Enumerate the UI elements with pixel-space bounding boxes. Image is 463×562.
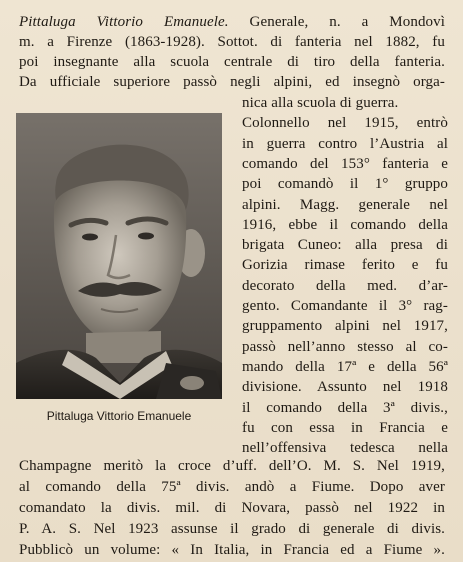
entry-line-1: m. a Firenze (1863-1928). Sottot. di fanteria nel 1882, fu — [19, 34, 445, 50]
entry-line-2: poi insegnante alla scuola centrale di tiro della fanteria. — [19, 54, 445, 70]
entry-line-25: P. A. S. Nel 1923 assunse il grado di generale di divis. — [19, 521, 445, 537]
portrait-illustration — [16, 113, 222, 399]
photo-caption: Pittaluga Vittorio Emanuele — [46, 409, 192, 423]
entry-name: Pittaluga Vittorio Emanuele. — [19, 14, 229, 30]
entry-line-24: comandato la divis. mil. di Novara, passò nel 1922 in — [19, 500, 445, 516]
entry-line-18: divisione. Assunto nel 1918 — [242, 379, 448, 396]
entry-text-0: Generale, n. a Mondovì — [228, 14, 446, 30]
entry-line-13: decorato della med. d’ar- — [242, 277, 448, 294]
entry-line-9: alpini. Magg. generale nel — [242, 196, 448, 213]
entry-line-0 — [19, 12, 445, 32]
entry-line-7: comando del 153° fanteria e — [242, 155, 448, 172]
entry-line-17: mando della 17ª e della 56ª — [242, 358, 448, 375]
entry-line-19: il comando della 3ª divis., — [242, 399, 448, 416]
entry-line-11: brigata Cuneo: alla presa di — [242, 237, 448, 254]
entry-line-26: Pubblicò un volume: « In Italia, in Francia ed a Fiume ». — [19, 542, 445, 558]
portrait-photo — [16, 113, 222, 399]
entry-line-20: fu con essa in Francia e — [242, 419, 448, 436]
entry-line-3: Da ufficiale superiore passò negli alpini, ed insegnò orga- — [19, 74, 445, 90]
entry-line-4: nica alla scuola di guerra. — [242, 95, 399, 111]
entry-line-14: gento. Comandante il 3° rag- — [242, 298, 448, 314]
entry-line-23: al comando della 75ª divis. andò a Fiume. Dopo aver — [19, 479, 445, 495]
entry-line-15: gruppamento alpini nel 1917, — [242, 318, 448, 335]
entry-line-10: 1916, ebbe il comando della — [242, 216, 448, 233]
entry-line-12: Gorizia rimase ferito e fu — [242, 257, 448, 274]
entry-line-22: Champagne meritò la croce d’uff. dell’O. M. S. Nel 1919, — [19, 458, 445, 474]
entry-line-8: poi comandò il 1° gruppo — [242, 176, 448, 193]
entry-line-21: nell’offensiva tedesca nella — [242, 440, 448, 457]
entry-line-5: Colonnello nel 1915, entrò — [242, 115, 448, 132]
entry-line-16: passò nell’anno stesso al co- — [242, 338, 448, 355]
entry-line-6: in guerra contro l’Austria al — [242, 135, 448, 152]
